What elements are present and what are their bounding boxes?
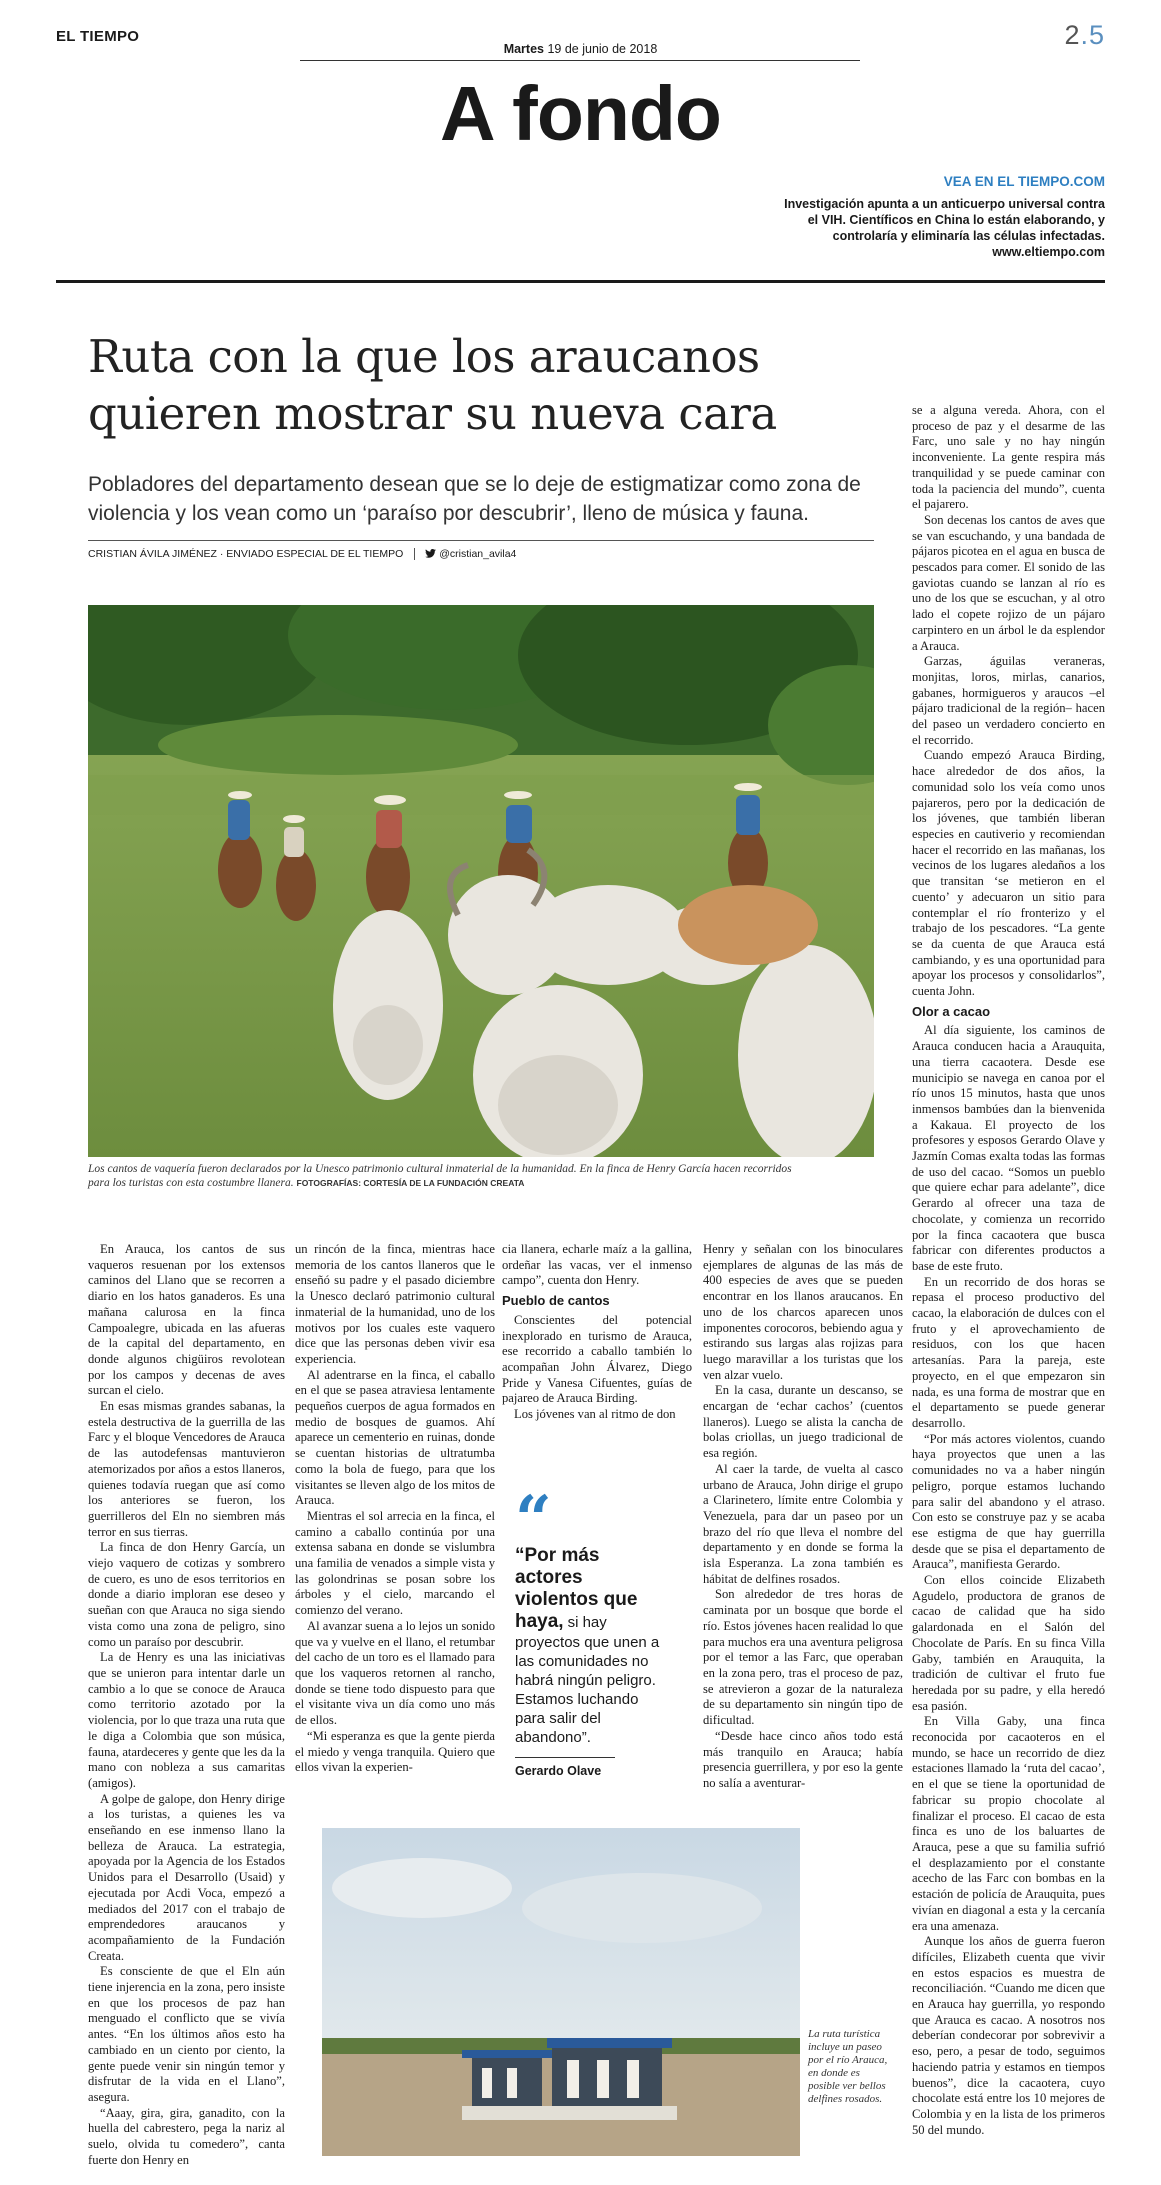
section-title: A fondo (440, 71, 721, 157)
boat-photo (322, 1828, 800, 2156)
paragraph: En esas mismas grandes sabanas, la estela destructiva de la guerrilla de las Farc y el bloque Vencedores de Arauca de las autodefensas mantuvieron atemorizados por años a estos llaneros, quienes todavía ruegan que así como los anteriores se fueron, los guerrilleros del Eln no siembren más terror en sus tierras. (88, 1399, 285, 1539)
main-photo-caption (88, 1162, 808, 1190)
paragraph: Al día siguiente, los caminos de Arauca conducen hacia a Arauquita, una tierra cacaotera. Desde ese municipio se navega en canoa por el río unos 15 minutos, hasta que unos inmensos bambúes dan la bienvenida a Kakaua. El proyecto de los profesores y esposos Gerardo Olave y Jazmín Comas exalta todas las formas de uso del cacao. “Somos un pueblo que quiere echar para adelante”, dice Gerardo al ofrecer una taza de chocolate, y comienza un recorrido por la finca cacaotera que busca fabricar con diferentes productos a base de este fruto. (912, 1023, 1105, 1273)
paragraph: Henry y señalan con los binoculares ejemplares de algunas de las más de 400 especies de aves que se pueden encontrar en los llanos araucanos. En uno de los charcos aparecen unos imponentes corocoros, bebiendo agua y estirando sus largas alas rojizas para luego maravillar a los turistas que los ven alzar vuelo. (703, 1242, 903, 1382)
page-number-page: .5 (1080, 20, 1105, 50)
river-boat-illustration (322, 1828, 800, 2156)
paragraph: “Por más actores violentos, cuando haya proyectos que unen a las comunidades no va a haber ningún peligro, porque estamos luchando para salir del abandono y el atraso. Con esto se construye paz y se acaba ese estigma de que hay guerrilla desde que se pisa el departamento de Arauca”, manifiesta Gerardo. (912, 1431, 1105, 1572)
paragraph: Al avanzar suena a lo lejos un sonido que va y vuelve en el llano, el retumbar del cacho de un toro es el llamado para que los vaqueros retornen al rancho, donde se tiene todo dispuesto para que el visitante viva un día como uno más de ellos. (295, 1618, 495, 1728)
paragraph: En un recorrido de dos horas se repasa el proceso productivo del cacao, la elaboración de dulces con el fruto y el aprovechamiento de residuos, con los que hacen artesanías. Para la pareja, este proyecto, en el que empezaron sin nada, es una forma de mostrar que en el departamento se puede generar desarrollo. (912, 1274, 1105, 1430)
twitter-icon (425, 549, 436, 558)
paragraph: Cuando empezó Arauca Birding, hace alrededor de dos años, la comunidad solo los veía como unos pajareros, pero por la dedicación de los jóvenes, que también liberan especies en cautiverio y recomiendan hacer el recorrido en las mañanas, los vecinos de los lugares aledaños a los que transitan ‘se metieron en el cuento’ y adecuaron un sitio para contemplar el río fronterizo y el trabajo de los pescadores. “La gente se da cuenta de que Arauca está cambiando, y es una oportunidad para apoyar los procesos y consolidarlos”, cuenta John. (912, 748, 1105, 999)
cattle-riders-illustration (88, 605, 874, 1157)
quote-rule (515, 1757, 615, 1758)
photo-credit: FOTOGRAFÍAS: CORTESÍA DE LA FUNDACIÓN CREATA (296, 1178, 525, 1188)
twitter-handle-text: @cristian_avila4 (439, 548, 517, 560)
paragraph: “Aaay, gira, gira, ganadito, con la huella del cabrestero, pega la nariz al suelo, olvida tu comedero”, canta fuerte don Henry en (88, 2105, 285, 2167)
paragraph: Conscientes del potencial inexplorado en turismo de Arauca, ese recorrido a caballo también lo acompañan John Álvarez, Diego Pride y Vanesa Cifuentes, guías de pajareo de Arauca Birding. (502, 1312, 692, 1406)
article-deck: Pobladores del departamento desean que se lo deje de estigmatizar como zona de violencia y los vean como un ‘paraíso por descubrir’, lleno de música y fauna. (88, 473, 861, 525)
main-photo-caption-text: Los cantos de vaquería fueron declarados por la Unesco patrimonio cultural inmaterial de la humanidad. En la finca de Henry García hacen recorridos para los turistas con esta costumbre llanera. (88, 1163, 792, 1189)
top-divider (56, 280, 1105, 283)
paragraph: un rincón de la finca, mientras hace memoria de los cantos llaneros que le enseñó su padre y el pasado diciembre la Unesco declaró patrimonio cultural inmaterial de la humanidad, uno de los motivos por los cuales este vaquero dice que las personas deben vivir esa experiencia. (295, 1242, 495, 1366)
paragraph: Es consciente de que el Eln aún tiene injerencia en la zona, pero insiste en que los procesos de paz han menguado el conflicto que se vivía antes. “En los últimos años esto ha cambiado en un ciento por ciento, la gente puede venir sin ningún temor y disfrutar de la vida en el Llano”, asegura. (88, 1964, 285, 2104)
main-photo (88, 605, 874, 1157)
paragraph: se a alguna vereda. Ahora, con el proceso de paz y el desarme de las Farc, uno sale y no hay ningún inconveniente. La gente respira más tranquilidad y se puede caminar con toda la paciencia del mundo”, cuenta el pajarero. (912, 403, 1105, 512)
byline (88, 548, 516, 560)
subhead-pueblo: Pueblo de cantos (502, 1293, 610, 1309)
pull-quote-text: si hay proyectos que unen a las comunidades no habrá ningún peligro. Estamos luchando para salir del abandono”. (515, 1614, 660, 1746)
header-rule (300, 60, 860, 61)
paragraph: Mientras el sol arrecia en la finca, el camino a caballo continúa por una extensa sabana en donde se vislumbra una familia de venados a simple vista y las golondrinas se posan sobre los árboles y el cielo, marcando el comienzo del verano. (295, 1508, 495, 1618)
page-number-section: 2 (1064, 20, 1081, 50)
masthead-logo: EL TIEMPO (56, 28, 140, 45)
column-4 (703, 1242, 903, 1792)
paragraph: La finca de don Henry García, un viejo vaquero de cotizas y sombrero de cuero, es uno de esos territorios en donde a diario imploran ese deseo y sueñan con que Arauca no siga siendo vista como una zona de peligro, sino como un paraíso por descubrir. (88, 1540, 285, 1649)
paragraph: Al caer la tarde, de vuelta al casco urbano de Arauca, John dirige el grupo a Clarinetero, límite entre Colombia y Venezuela, para dar un paseo por un brazo del río que lleva el nombre del departamento y en donde se forma la isla Esperanza. La zona también es hábitat de delfines rosados. (703, 1461, 903, 1586)
paragraph: Son decenas los cantos de aves que se van escuchando, y una bandada de pájaros picotea en el agua en busca de pescados para comer. El sonido de las gaviotas cuando se lanzan al río es uno de los que se escuchan, y al otro lado el copete rojizo de un pájaro carpintero en un árbol le da esplendor a Arauca. (912, 512, 1105, 653)
issue-date-rest: 19 de junio de 2018 (547, 42, 658, 56)
column-5 (912, 403, 1105, 2138)
column-1 (88, 1242, 285, 2168)
boat-photo-caption: La ruta turística incluye un paseo por el río Arauca, en donde es posible ver bellos delfines rosados. (808, 2028, 888, 2105)
page-number (1064, 20, 1105, 51)
pull-quote (515, 1482, 665, 1778)
byline-author: CRISTIAN ÁVILA JIMÉNEZ · ENVIADO ESPECIAL DE EL TIEMPO (88, 548, 404, 560)
paragraph: “Mi esperanza es que la gente pierda el miedo y venga tranquila. Quiero que ellos vivan la experien- (295, 1728, 495, 1775)
issue-day: Martes (503, 42, 544, 56)
issue-date (0, 42, 1161, 56)
column-3 (502, 1242, 692, 1423)
byline-rule (88, 540, 874, 541)
promo-text: Investigación apunta a un anticuerpo universal contra el VIH. Científicos en China lo están elaborando, y controlaría y eliminaría las células infectadas. www.eltiempo.com (784, 197, 1105, 259)
article-headline: Ruta con la que los araucanos quieren mostrar su nueva cara (88, 330, 777, 440)
twitter-handle[interactable] (414, 548, 516, 560)
paragraph: En Arauca, los cantos de sus vaqueros resuenan por los extensos caminos del Llano que se recorren a diario en los hatos ganaderos. Es una mañana calurosa en la finca Campoalegre, ubicada en las afueras de la capital del departamento, en donde algunos chigüiros revolotean por los campos y decenas de aves surcan el cielo. (88, 1242, 285, 1398)
promo-title[interactable]: VEA EN EL TIEMPO.COM (943, 174, 1105, 189)
column-2 (295, 1242, 495, 1776)
paragraph: Aunque los años de guerra fueron difíciles, Elizabeth cuenta que vivir en estos espacios es muestra de reconciliación. “Cuando me dicen que en Arauca hay guerrilla, yo respondo que Arauca es cacao. A nosotros nos deberían condecorar por sobrevivir a eso, pero, a pesar de todo, seguimos haciendo patria y estamos en tiempos buenos”, dice la cacaotera, cuyo chocolate está entre los 10 mejores de Colombia y en la lista de los primeros 50 del mundo. (912, 1934, 1105, 2137)
pull-quote-author: Gerardo Olave (515, 1764, 602, 1778)
paragraph: A golpe de galope, don Henry dirige a los turistas, a quienes les va enseñando en ese inmenso llano la belleza de Arauca. La estrategia, apoyada por la Agencia de los Estados Unidos para el Desarrollo (Usaid) y ejecutada por Acdi Voca, empezó a mediados del 2017 con el trabajo de emprendedores araucanos y acompañamiento de la Fundación Creata. (88, 1791, 285, 1963)
subhead-cacao: Olor a cacao (912, 1003, 991, 1019)
paragraph: Con ellos coincide Elizabeth Agudelo, productora de granos de cacao de calidad que ha sido galardonada en el Salón del Chocolate de París. En su finca Villa Gaby, también en Arauquita, la tradición de cultivar el fruto fue heredada por su padre, y ella heredó esa pasión. (912, 1573, 1105, 1713)
paragraph: En la casa, durante un descanso, se encargan de ‘echar cachos’ (cuentos llaneros). Luego se alista la cancha de bolas criollas, un juego tradicional de esa región. (703, 1383, 903, 1461)
pull-quote-bold: “Por más actores violentos que haya, (515, 1545, 638, 1632)
paragraph: cia llanera, echarle maíz a la gallina, ordeñar las vacas, ver el inmenso campo”, cuenta don Henry. (502, 1242, 692, 1288)
paragraph: Los jóvenes van al ritmo de don (514, 1407, 676, 1422)
paragraph: Garzas, águilas veraneras, monjitas, loros, mirlas, canarios, gabanes, hormigueros y araucos –el pájaro tradicional de la región– hacen del paseo un verdadero concierto en el recorrido. (912, 654, 1105, 747)
paragraph: “Desde hace cinco años todo está más tranquilo en Arauca; había presencia guerrillera, y por eso la gente no salía a aventurar- (703, 1728, 903, 1790)
paragraph: Son alrededor de tres horas de caminata por un bosque que borde el río. Estos jóvenes hacen realidad lo que para muchos era una aventura peligrosa por el temor a las Farc, que operaban en la zona pero, tras el proceso de paz, se atrevieron a gozar de la naturaleza de su departamento sin ningún tipo de dificultad. (703, 1587, 903, 1728)
quote-mark-icon: “ (515, 1482, 552, 1557)
paragraph: La de Henry es una las iniciativas que se unieron para intentar darle un cambio a lo que se conoce de Arauca como territorio azotado por la violencia, por lo que traza una ruta que le diga a Colombia que son música, fauna, atardeceres y gente que les da la mano con nobleza a sus camaritas (amigos). (88, 1650, 285, 1790)
paragraph: Al adentrarse en la finca, el caballo en el que se pasea atraviesa lentamente pequeños cuerpos de agua formados en medio de bosques de guamos. Ahí aparece un cementerio en ruinas, donde se cuentan historias de ultratumba como la bola de fuego, para que los visitantes se lleven algo de los mitos de Arauca. (295, 1367, 495, 1508)
paragraph: En Villa Gaby, una finca reconocida por cacaoteros en el mundo, se hace un recorrido de diez estaciones llamado la ‘ruta del cacao’, en el que se tiene la oportunidad de fabricar su propio chocolate al finalizar el proceso. El cacao de esta finca es uno de los baluartes de Arauca, pese a que su familia sufrió el desplazamiento por el constante acecho de las Farc con bombas en la estación de policía de Arauquita, pues vivían en diagonal a esta y la cercanía era una amenaza. (912, 1714, 1105, 1933)
